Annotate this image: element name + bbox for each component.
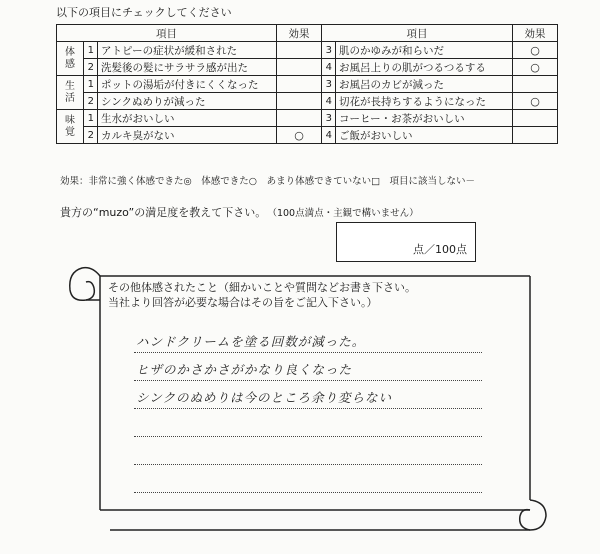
effect-cell[interactable]: ○ xyxy=(277,127,322,144)
effect-cell[interactable]: ○ xyxy=(513,42,558,59)
item-label: ご飯がおいしい xyxy=(336,127,513,144)
item-label: 切花が長持ちするようになった xyxy=(336,93,513,110)
category-label: 生 活 xyxy=(65,80,75,104)
comment-line xyxy=(134,437,482,465)
item-label: お風呂上りの肌がつるつるする xyxy=(336,59,513,76)
header-item-left: 項目 xyxy=(57,25,277,42)
item-label: ポットの湯垢が付きにくくなった xyxy=(98,76,277,93)
instruction-text: 以下の項目にチェックしてください xyxy=(56,6,232,19)
item-label: シンクぬめりが減った xyxy=(98,93,277,110)
item-number: 4 xyxy=(322,59,336,76)
item-number: 4 xyxy=(322,127,336,144)
comment-line xyxy=(134,465,482,493)
comment-line xyxy=(134,381,482,409)
item-number: 1 xyxy=(84,110,98,127)
category-label: 味 覚 xyxy=(65,114,75,138)
item-label: 洗髪後の髪にサラサラ感が出た xyxy=(98,59,277,76)
item-number: 2 xyxy=(84,127,98,144)
handwritten-comment: シンクのぬめりは今のところ余り変らない xyxy=(136,390,392,405)
item-number: 4 xyxy=(322,93,336,110)
comment-line xyxy=(134,353,482,381)
item-number: 3 xyxy=(322,110,336,127)
header-effect-left: 効果 xyxy=(277,25,322,42)
item-label: 肌のかゆみが和らいだ xyxy=(336,42,513,59)
comment-line xyxy=(134,325,482,353)
item-number: 2 xyxy=(84,59,98,76)
item-label: コーヒー・お茶がおいしい xyxy=(336,110,513,127)
item-label: 生水がおいしい xyxy=(98,110,277,127)
category-label: 体 感 xyxy=(65,46,75,70)
header-effect-right: 効果 xyxy=(513,25,558,42)
other-heading-line2: 当社より回答が必要な場合はその旨をご記入下さい。） xyxy=(108,296,378,309)
comment-lines[interactable] xyxy=(134,325,482,493)
score-unit-label: 点／100点 xyxy=(413,243,467,256)
item-label: お風呂のカビが減った xyxy=(336,76,513,93)
header-item-right: 項目 xyxy=(322,25,513,42)
effect-cell[interactable]: ○ xyxy=(513,93,558,110)
item-number: 3 xyxy=(322,42,336,59)
item-label: アトピーの症状が緩和された xyxy=(98,42,277,59)
question-text: 貴方の“muzo”の満足度を教えて下さい。 xyxy=(60,206,267,219)
handwritten-comment: ハンドクリームを塗る回数が減った。 xyxy=(136,334,366,349)
item-number: 1 xyxy=(84,42,98,59)
question-note: （100点満点・主観で構いません） xyxy=(272,208,419,219)
item-number: 1 xyxy=(84,76,98,93)
handwritten-comment: ヒザのかさかさがかなり良くなった xyxy=(136,362,353,377)
item-number: 3 xyxy=(322,76,336,93)
item-label: カルキ臭がない xyxy=(98,127,277,144)
effect-legend: 効果：非常に強く体感できた◎ 体感できた○ あまり体感できていない□ 項目に該当しない－ xyxy=(60,176,476,187)
other-heading-line1: その他体感されたこと（細かいことや質問などお書き下さい。 xyxy=(108,281,416,294)
item-number: 2 xyxy=(84,93,98,110)
effect-cell[interactable]: ○ xyxy=(513,59,558,76)
comment-line xyxy=(134,409,482,437)
other-comments-heading xyxy=(108,280,416,310)
